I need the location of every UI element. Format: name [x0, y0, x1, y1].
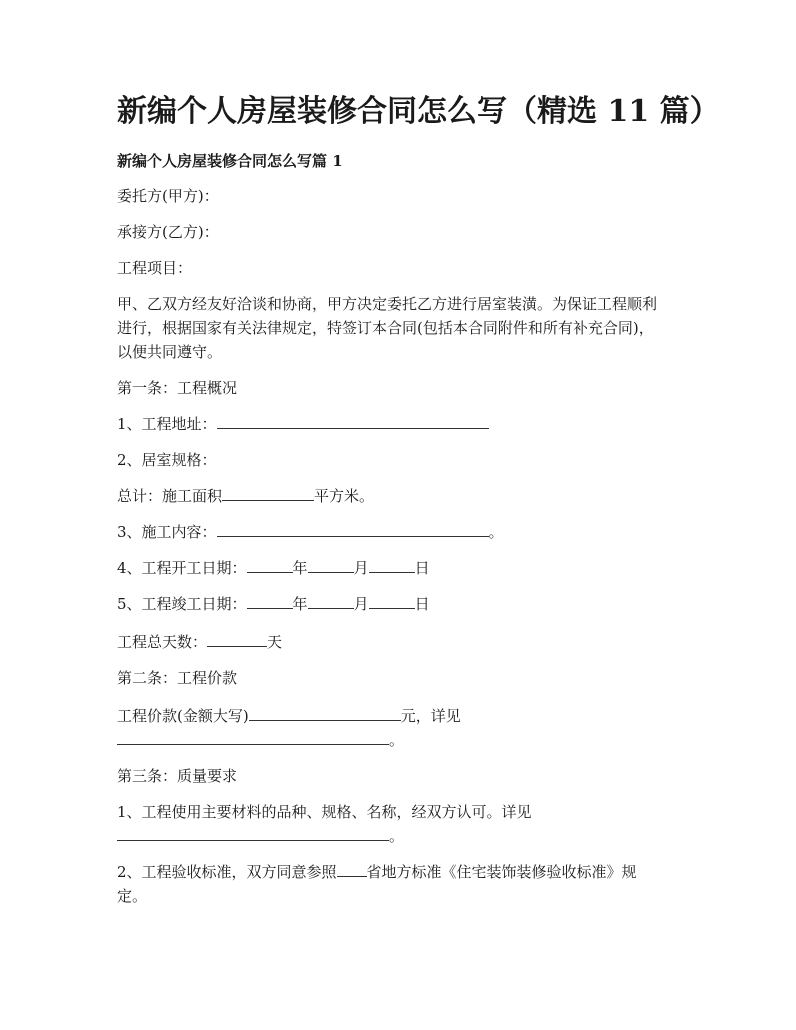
- standard-line-1: [117, 860, 677, 884]
- price-detail-line: [117, 728, 677, 752]
- material-detail-blank[interactable]: [117, 826, 389, 841]
- year-label: 年: [292, 595, 308, 613]
- project-line: 工程项目：: [117, 259, 193, 277]
- material-line: 1、工程使用主要材料的品种、规格、名称，经双方认可。详见: [117, 803, 532, 821]
- area-blank[interactable]: [222, 486, 314, 501]
- days-unit: 天: [267, 633, 283, 651]
- price-detail-blank[interactable]: [117, 730, 389, 745]
- content-line: [117, 520, 677, 544]
- article-2-heading: 第二条：工程价款: [117, 669, 238, 687]
- client-line: 委托方(甲方)：: [117, 187, 219, 205]
- day-label: 日: [414, 559, 430, 577]
- material-end: 。: [389, 827, 405, 845]
- intro-line-3: 以便共同遵守。: [117, 343, 223, 361]
- intro-line-1: 甲、乙双方经友好洽谈和协商，甲方决定委托乙方进行居室装潢。为保证工程顺利: [117, 295, 658, 313]
- area-line: [117, 484, 677, 508]
- standard-text-b: 省地方标准《住宅装饰装修验收标准》规: [366, 863, 637, 881]
- area-unit: 平方米。: [314, 487, 375, 505]
- intro-line-2: 进行，根据国家有关法律规定，特签订本合同(包括本合同附件和所有补充合同)，: [117, 319, 654, 337]
- end-year-blank[interactable]: [247, 594, 293, 609]
- contractor-line: 承接方(乙方)：: [117, 223, 219, 241]
- start-year-blank[interactable]: [247, 558, 293, 573]
- material-detail-line: [117, 824, 677, 848]
- spec-line: 2、居室规格：: [117, 451, 217, 469]
- page-title: 新编个人房屋装修合同怎么写（精选 11 篇）: [117, 94, 720, 129]
- month-label: 月: [353, 559, 369, 577]
- start-day-blank[interactable]: [369, 558, 415, 573]
- standard-line-2: 定。: [117, 887, 148, 905]
- article-3-heading: 第三条：质量要求: [117, 767, 238, 785]
- total-days-label: 工程总天数：: [117, 633, 208, 651]
- total-days-blank[interactable]: [207, 632, 267, 647]
- content-blank[interactable]: [217, 522, 489, 537]
- content-end: 。: [488, 523, 504, 541]
- price-blank[interactable]: [249, 706, 401, 721]
- price-label: 工程价款(金额大写): [117, 707, 249, 725]
- price-end: 。: [389, 731, 405, 749]
- article-1-heading: 第一条：工程概况: [117, 379, 238, 397]
- area-label: 总计：施工面积: [117, 487, 223, 505]
- address-line: [117, 412, 677, 436]
- total-days-line: [117, 630, 677, 654]
- content-label: 3、施工内容：: [117, 523, 217, 541]
- price-unit: 元，详见: [400, 707, 461, 725]
- price-line: [117, 704, 677, 728]
- address-blank[interactable]: [217, 414, 489, 429]
- start-date-label: 4、工程开工日期：: [117, 559, 247, 577]
- section-heading: 新编个人房屋装修合同怎么写篇 1: [117, 152, 343, 170]
- end-day-blank[interactable]: [369, 594, 415, 609]
- end-date-label: 5、工程竣工日期：: [117, 595, 247, 613]
- year-label: 年: [292, 559, 308, 577]
- start-month-blank[interactable]: [308, 558, 354, 573]
- end-month-blank[interactable]: [308, 594, 354, 609]
- standard-text-a: 2、工程验收标准，双方同意参照: [117, 863, 337, 881]
- province-blank[interactable]: [337, 862, 367, 877]
- address-label: 1、工程地址：: [117, 415, 217, 433]
- month-label: 月: [353, 595, 369, 613]
- start-date-line: [117, 556, 677, 580]
- day-label: 日: [414, 595, 430, 613]
- end-date-line: [117, 592, 677, 616]
